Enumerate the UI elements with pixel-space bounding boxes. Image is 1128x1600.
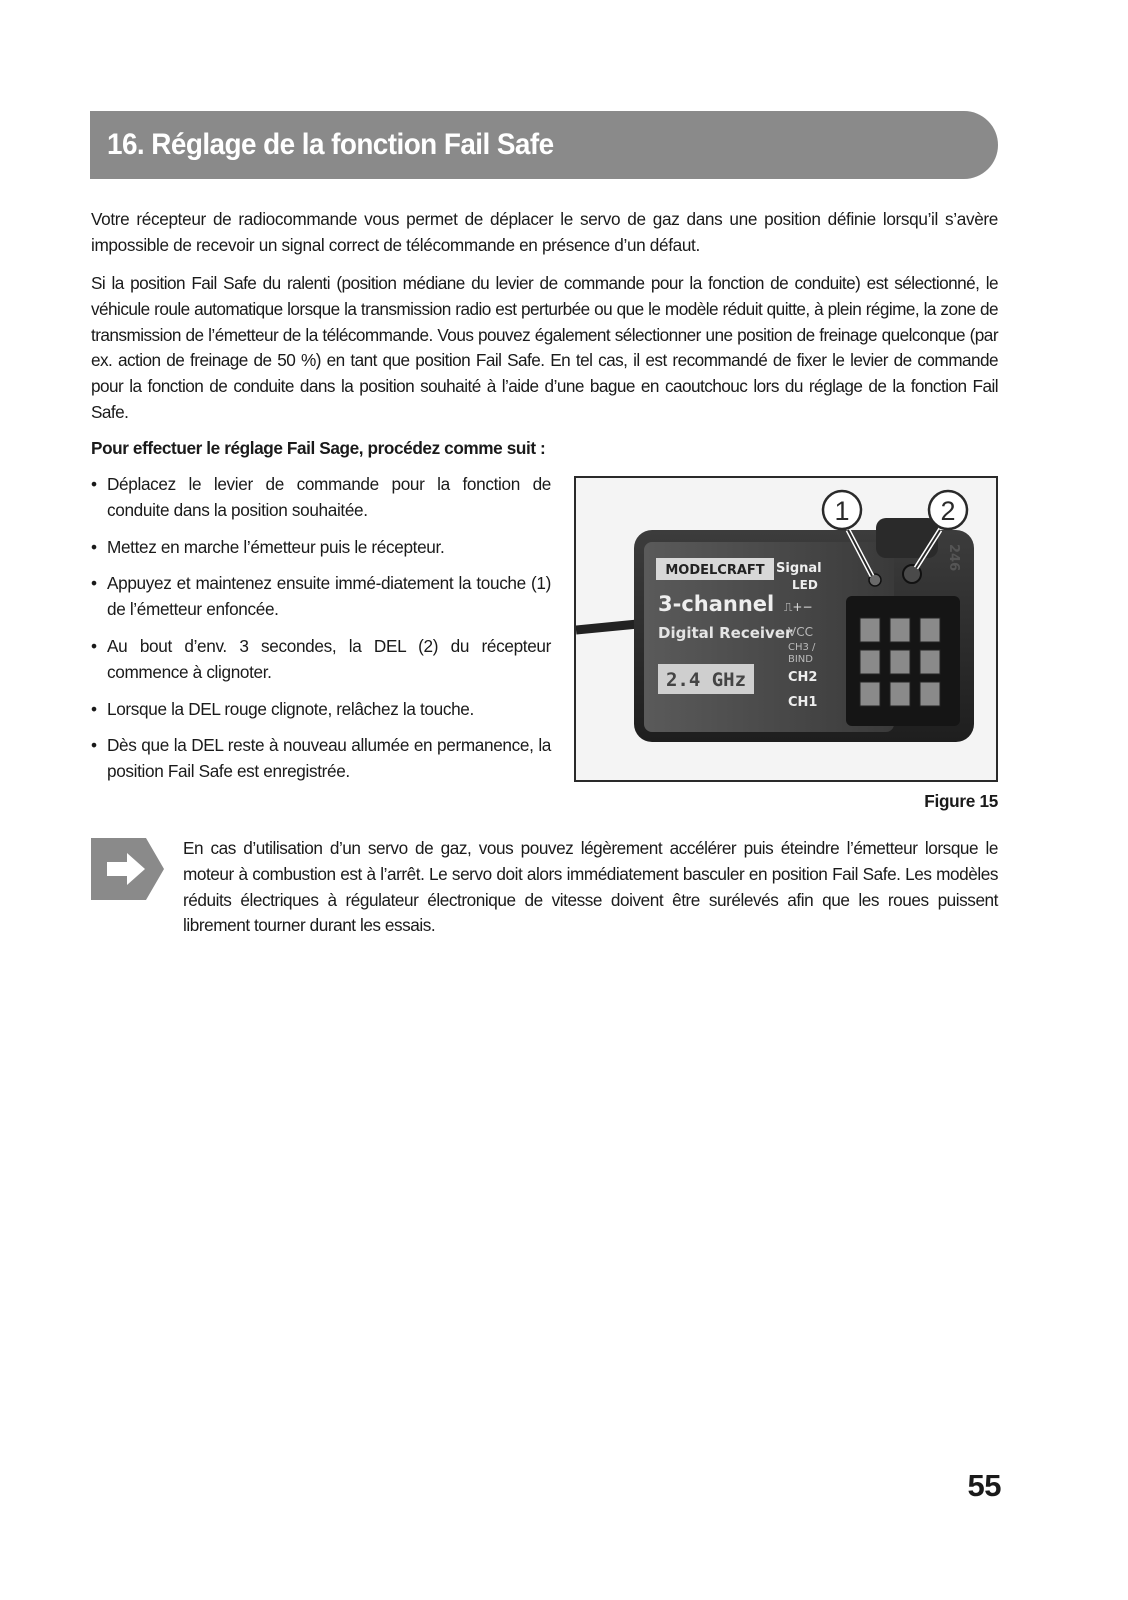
procedure-step [91, 535, 551, 561]
section-title-bar [90, 111, 998, 179]
bullet: • [91, 536, 97, 557]
led-label: LED [792, 578, 818, 592]
pin-label-ch3: CH3 / [788, 642, 816, 653]
polarity-label: ⎍+− [784, 600, 813, 614]
step-text: Appuyez et maintenez ensuite immé-diatement la touche (1) de l’émetteur enfoncée. [107, 573, 551, 620]
procedure-heading: Pour effectuer le réglage Fail Sage, procédez comme suit : [91, 438, 546, 458]
side-code: 246 [946, 544, 961, 572]
band-label: 2.4 GHz [665, 669, 747, 691]
procedure-step [91, 571, 551, 623]
failsafe-paragraph: Si la position Fail Safe du ralenti (position médiane du levier de commande pour la fonction de conduite) est sélectionné, le véhicule roule automatique lorsque la transmission radio est perturbée ou que le modèle réduit quitte, à plein régime, la zone de transmission de l’émetteur de la télécommande. Vous pouvez également sélectionner une position de freinage quelconque (par ex. action de freinage de 50 %) en tant que position Fail Safe. En tel cas, il est recommandé de fixer le levier de commande pour la fonction de conduite dans la position souhaité à l’aide d’une bague en caoutchouc lors du réglage de la fonction Fail Safe. [91, 273, 998, 422]
antenna-wire [576, 624, 638, 630]
figure-15-photo [574, 476, 998, 782]
figure-caption: Figure 15 [924, 791, 998, 811]
signal-label: Signal [776, 561, 822, 576]
bullet: • [91, 635, 97, 656]
bullet: • [91, 573, 97, 594]
pin-label-bind: BIND [788, 654, 813, 665]
page-number: 55 [967, 1468, 1001, 1503]
arrow-right-icon [91, 838, 164, 900]
pin-label-ch1: CH1 [788, 695, 818, 710]
callout-2-label: 2 [940, 496, 956, 526]
bullet: • [91, 735, 97, 756]
pin-label-vcc: VCC [788, 625, 813, 639]
step-text: Mettez en marche l’émetteur puis le récepteur. [107, 536, 445, 557]
bullet: • [91, 698, 97, 719]
step-text: Dès que la DEL reste à nouveau allumée en permanence, la position Fail Safe est enregistrée. [107, 735, 551, 782]
receiver-subtitle: Digital Receiver [658, 624, 793, 642]
procedure-step [91, 472, 551, 524]
step-text: Lorsque la DEL rouge clignote, relâchez la touche. [107, 698, 474, 719]
intro-paragraph: Votre récepteur de radiocommande vous permet de déplacer le servo de gaz dans une position définie lorsqu’il s’avère impossible de recevoir un signal correct de télécommande en présence d’un défaut. [91, 209, 998, 255]
step-text: Au bout d’env. 3 secondes, la DEL (2) du récepteur commence à clignoter. [107, 635, 551, 682]
procedure-step [91, 634, 551, 686]
procedure-step [91, 697, 551, 723]
callout-1-label: 1 [834, 496, 850, 526]
bullet: • [91, 474, 97, 494]
note-text: En cas d’utilisation d’un servo de gaz, vous pouvez légèrement accélérer puis éteindre l’émetteur lorsque le moteur à combustion est à l’arrêt. Le servo doit alors immédiatement basculer en position Fail Safe. Les modèles réduits électriques à régulateur électronique de vitesse doivent être surélevés afin que les roues puissent librement tourner durant les essais. [183, 838, 998, 936]
procedure-step [91, 733, 551, 785]
receiver-illustration [576, 478, 996, 780]
receiver-model: 3-channel [658, 592, 775, 616]
pin-grid [860, 618, 940, 706]
procedure-steps [91, 472, 551, 796]
receiver-brand: MODELCRAFT [665, 563, 765, 578]
section-title: 16. Réglage de la fonction Fail Safe [107, 128, 554, 161]
pin-label-ch2: CH2 [788, 670, 818, 685]
step-text: Déplacez le levier de commande pour la fonction de conduite dans la position souhaitée. [107, 474, 551, 520]
